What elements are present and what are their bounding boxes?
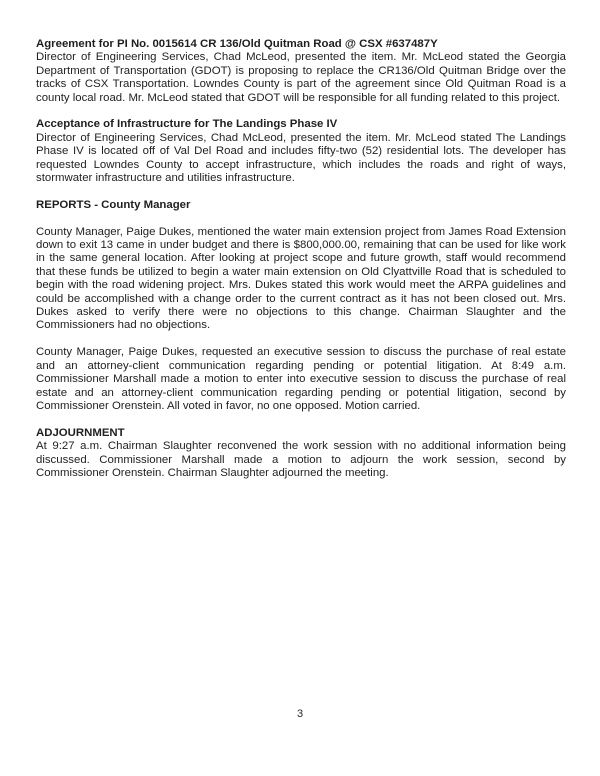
section-paragraph: Director of Engineering Services, Chad McLeod, presented the item. Mr. McLeod stated The Landings Phase IV is located off of Val Del Road and includes fifty-two (52) residential lots. The developer has requested Lowndes County to accept infrastructure, which includes the roads and right of ways, stormwater infrastructure and utilities infrastructure. <box>36 131 566 185</box>
section-agreement-pi <box>36 38 566 105</box>
section-heading: Agreement for PI No. 0015614 CR 136/Old Quitman Road @ CSX #637487Y <box>36 38 438 50</box>
section-paragraph: County Manager, Paige Dukes, requested an executive session to discuss the purchase of real estate and an attorney-client communication regarding pending or potential litigation. At 8:49 a.m. Commissioner Marshall made a motion to enter into executive session to discuss the purchase of real estate and an attorney-client communication regarding pending or potential litigation, second by Commissioner Orenstein. All voted in favor, no one opposed. Motion carried. <box>36 346 566 412</box>
section-paragraph: County Manager, Paige Dukes, mentioned the water main extension project from James Road Extension down to exit 13 came in under budget and there is $800,000.00, remaining that can be used for like work in the same general location. After looking at project scope and future growth, staff would recommend that these funds be utilized to begin a water main extension on Old Clyattville Road that is scheduled to begin with the road widening project. Mrs. Dukes stated this work would meet the ARPA guidelines and could be accomplished with a change order to the current contract as it has not been closed out. Mrs. Dukes asked to verify there were no objections to this change. Chairman Slaughter and the Commissioners had no objections. <box>36 225 566 332</box>
section-paragraph: Director of Engineering Services, Chad McLeod, presented the item. Mr. McLeod stated the Georgia Department of Transportation (GDOT) is proposing to replace the CR136/Old Quitman Bridge over the tracks of CSX Transportation. Lowndes County is part of the agreement since Old Quitman Road is a county local road. Mr. McLeod stated that GDOT will be responsible for all funding related to this project. <box>36 51 566 104</box>
document-content <box>36 38 566 494</box>
section-heading: ADJOURNMENT <box>36 426 125 439</box>
section-reports-county-manager <box>36 199 566 413</box>
section-paragraph: At 9:27 a.m. Chairman Slaughter reconvened the work session with no additional information being discussed. Commissioner Marshall made a motion to adjourn the work session, second by Commissioner Orenstein. Chairman Slaughter adjourned the meeting. <box>36 440 566 479</box>
section-adjournment <box>36 427 566 481</box>
section-heading: REPORTS - County Manager <box>36 198 191 211</box>
section-heading: Acceptance of Infrastructure for The Landings Phase IV <box>36 118 338 131</box>
section-acceptance-infrastructure <box>36 118 566 185</box>
page-number: 3 <box>296 708 304 720</box>
